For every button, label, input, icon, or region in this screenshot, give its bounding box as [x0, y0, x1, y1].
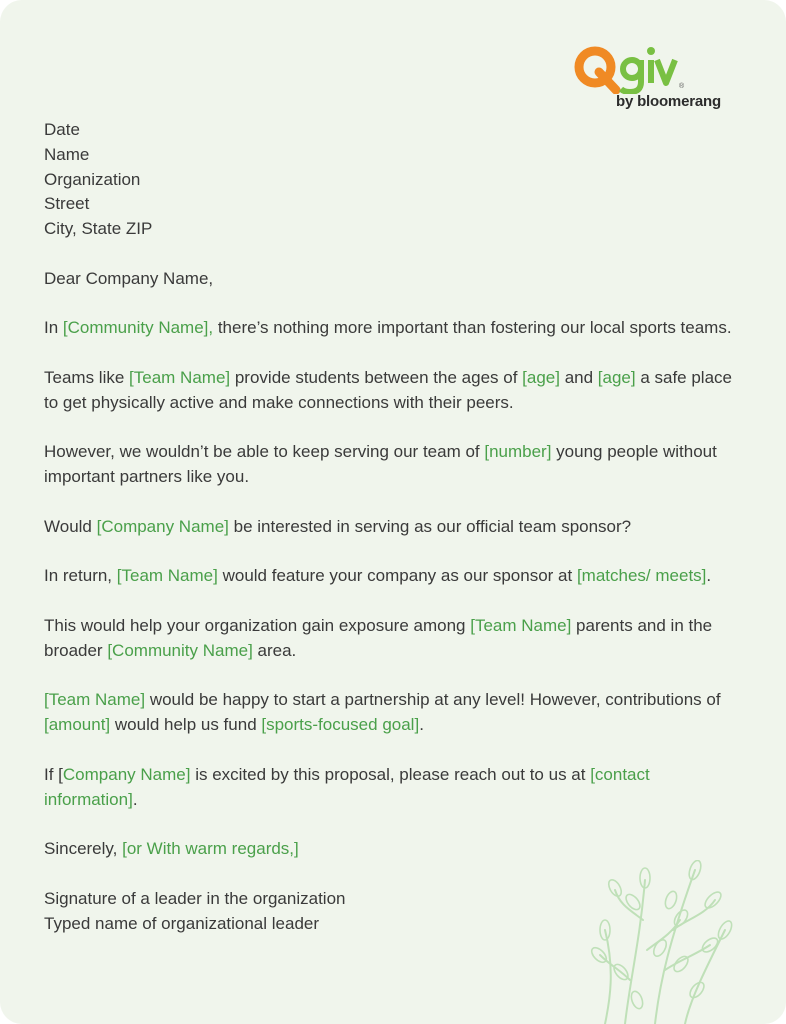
address-street: Street — [44, 194, 90, 214]
placeholder: [Community Name], — [62, 318, 214, 338]
paragraph-contributions: [Team Name] would be happy to start a partnership at any level! However, contributions of [amount] would help us fund [sports-focused goal]. — [44, 690, 721, 735]
logo-byline: by bloomerang — [616, 93, 721, 110]
placeholder: [sports-focused goal] — [261, 715, 420, 735]
paragraph-partners: However, we wouldn’t be able to keep serving our team of [number] young people without important partners like you. — [44, 442, 717, 487]
address-date: Date — [44, 120, 80, 139]
salutation: Dear Company Name, — [44, 268, 214, 288]
placeholder: [Team Name] — [470, 615, 572, 635]
signature-line: Signature of a leader in the organization — [44, 888, 346, 908]
registered-mark: ® — [679, 83, 685, 90]
closing: Sincerely, [or With warm regards,] — [44, 839, 299, 859]
qgiv-wordmark-icon — [572, 44, 692, 94]
placeholder: [number] — [484, 442, 552, 462]
placeholder: [contact information] — [44, 764, 650, 809]
placeholder: [Team Name] — [44, 690, 146, 710]
paragraph-community: In [Community Name], there’s nothing more important than fostering our local sports teams. — [44, 318, 732, 338]
plant-illustration-icon — [585, 860, 735, 1024]
placeholder: Company Name] — [62, 764, 191, 784]
address-block — [44, 118, 744, 242]
placeholder: [Team Name] — [116, 566, 218, 586]
placeholder: [Community Name] — [107, 640, 253, 660]
paragraph-sponsor-ask: Would [Company Name] be interested in serving as our official team sponsor? — [44, 516, 632, 536]
typed-name-line: Typed name of organizational leader — [44, 913, 320, 933]
address-organization: Organization — [44, 169, 141, 189]
qgiv-logo — [572, 44, 744, 114]
paragraph-teams: Teams like [Team Name] provide students between the ages of [age] and [age] a safe place to get physically active and make connections with their peers. — [44, 367, 732, 412]
paragraph-contact: If [Company Name] is excited by this proposal, please reach out to us at [contact information]. — [44, 764, 650, 809]
placeholder: [Company Name] — [96, 516, 229, 536]
placeholder: [age] — [522, 367, 560, 387]
placeholder: [Team Name] — [129, 367, 231, 387]
placeholder: [matches/ meets] — [576, 566, 707, 586]
address-name: Name — [44, 144, 90, 164]
paragraph-return: In return, [Team Name] would feature your company as our sponsor at [matches/ meets]. — [44, 566, 712, 586]
placeholder: [age] — [597, 367, 636, 387]
placeholder: [amount] — [44, 715, 111, 735]
letter-body — [44, 118, 744, 961]
address-city-state-zip: City, State ZIP — [44, 219, 153, 239]
paragraph-exposure: This would help your organization gain exposure among [Team Name] parents and in the broader [Community Name] area. — [44, 615, 713, 660]
placeholder: [or With warm regards,] — [122, 839, 299, 859]
